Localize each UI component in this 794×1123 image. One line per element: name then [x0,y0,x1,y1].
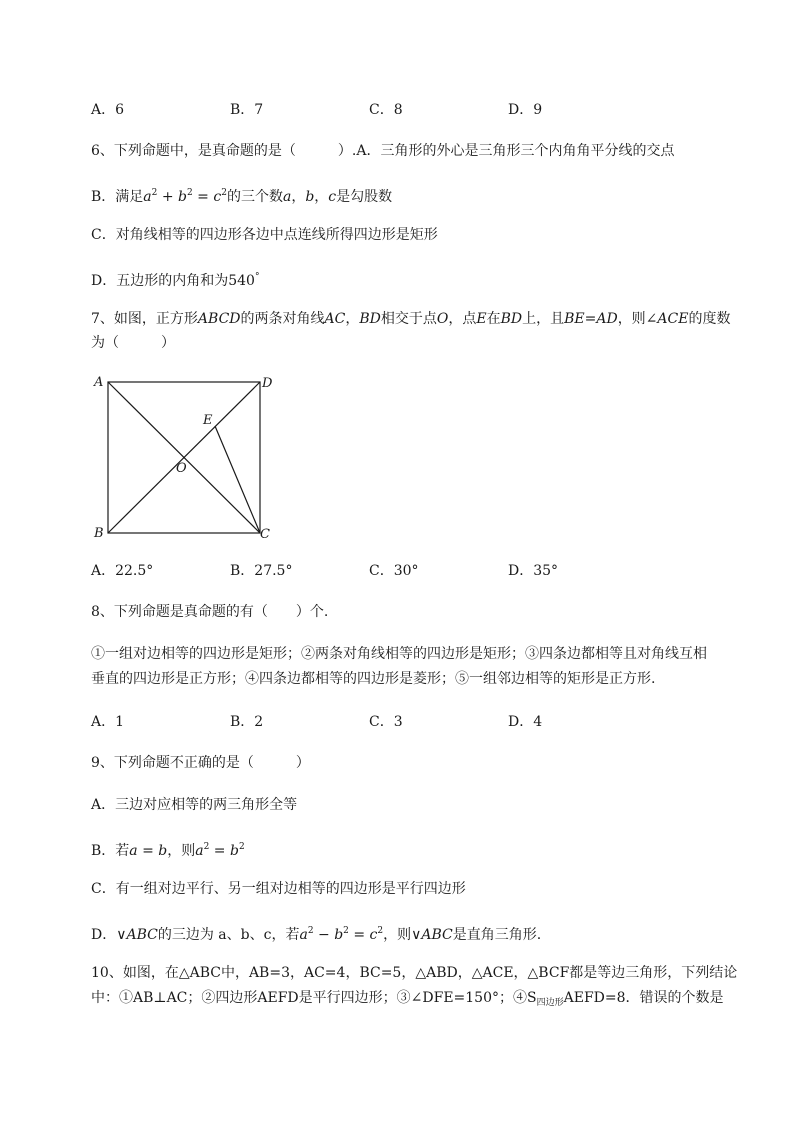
q7-option-d: D．35° [508,563,559,579]
q7-stem-line2: 为（ ） [91,335,175,351]
q10-stem-line1: 10、如图，在△ABC中，AB=3，AC=4，BC=5，△ABD，△ACE，△BCF都是等边三角形，下列结论 [91,965,738,981]
q6-b-prefix: B．满足 [91,189,144,205]
q6-d-value: 540 [228,273,255,289]
formula-var: a [195,843,204,859]
formula-var: b [305,189,315,205]
q6-d-text: D．五边形的内角和为 [91,273,229,289]
formula-exp: 2 [203,842,210,852]
formula-var: a [299,927,308,943]
q9-b-then: ，则 [167,843,196,859]
formula-op: = [192,189,214,205]
label-b: B [94,526,104,541]
formula-exp: 2 [238,842,245,852]
q7-option-c: C．30° [369,563,419,579]
q6-option-d [91,267,259,291]
q8-option-d: D．4 [508,714,543,730]
q7-text: 的两条对角线 [240,311,325,327]
formula-var: b [158,843,168,859]
q7-var: ACE [657,311,689,327]
formula-exp: 2 [343,926,349,936]
q9-option-c: C．有一组对边平行、另一组对边相等的四边形是平行四边形 [91,881,466,897]
formula-var: ABC [421,927,453,943]
formula-var: b [230,843,239,859]
formula-op: = [137,843,159,859]
formula-op: + [157,189,179,205]
formula-var: a [143,189,152,205]
label-c: C [260,527,270,542]
triangle-symbol: ∨ [116,927,127,943]
q7-text: ，点 [448,311,477,327]
q7-stem-line1 [91,309,730,329]
q5-option-d: D．9 [508,102,543,118]
q7-var: E [476,311,487,327]
q6-stem: 6、下列命题中，是真命题的是（ ）.A．三角形的外心是三角形三个内角角平分线的交点 [91,143,675,159]
formula-op: = [348,927,370,943]
formula-var: c [369,927,378,943]
segment-ce [215,426,260,533]
formula-var: a [282,189,292,205]
label-o: O [176,461,187,476]
label-d: D [262,376,273,391]
formula-exp: 2 [221,188,227,198]
q10-subscript: 四边形 [536,998,564,1008]
q5-option-c: C．8 [369,102,403,118]
q9-d-then: ，则 [383,927,412,943]
formula-op: − [313,927,335,943]
formula-exp: 2 [151,188,158,198]
q9-option-a: A．三边对应相等的两三角形全等 [91,797,298,813]
formula-var: a [129,843,138,859]
formula-var: b [178,189,187,205]
q7-var: BE=AD [564,311,618,327]
formula-exp: 2 [377,926,384,936]
q7-var: BD [359,311,381,327]
q5-option-b: B．7 [230,102,264,118]
q10-text: AEFD=8．错误的个数是 [563,990,724,1006]
degree-symbol: ° [254,272,260,282]
q9-option-d [91,921,541,945]
formula-var: ABC [126,927,158,943]
formula-op: = [209,843,230,859]
q7-option-a: A．22.5° [91,563,154,579]
q7-option-b: B．27.5° [230,563,293,579]
separator: ， [291,189,306,205]
q7-var: O [436,311,449,327]
q8-statements-line1: ①一组对边相等的四边形是矩形；②两条对角线相等的四边形是矩形；③四条边都相等且对角线互相 [91,646,707,662]
q6-b-mid: 的三个数 [226,189,283,205]
q6-option-b [91,183,392,207]
q8-option-b: B．2 [230,714,264,730]
separator: ， [314,189,329,205]
q7-var: ABCD [197,311,241,327]
q7-text: 上，且 [522,311,565,327]
q9-b-prefix: B．若 [91,843,130,859]
label-a: A [94,375,104,390]
q9-option-b [91,837,245,861]
q7-var: AC [324,311,346,327]
q6-b-suffix: 是勾股数 [336,189,393,205]
q6-option-c: C．对角线相等的四边形各边中点连线所得四边形是矩形 [91,227,438,243]
q8-option-c: C．3 [369,714,403,730]
q7-text: ， [345,311,360,327]
q10-stem-line2 [91,988,724,1013]
q7-text: ，则∠ [617,311,658,327]
q9-d-text: 是直角三角形. [452,927,542,943]
q7-square-figure [90,370,280,545]
q8-stem: 8、下列命题是真命题的有（ ）个. [91,604,329,620]
q7-text: 7、如图，正方形 [91,311,198,327]
q7-text: 相交于点 [380,311,437,327]
label-e: E [203,413,213,428]
q9-stem: 9、下列命题不正确的是（ ） [91,755,310,771]
formula-exp: 2 [187,188,193,198]
q10-text: 中：①AB⊥AC；②四边形AEFD是平行四边形；③∠DFE=150°；④S [91,990,537,1006]
formula-exp: 2 [307,926,314,936]
q9-d-text: 的三边为 a、b、c，若 [157,927,300,943]
formula-var: c [213,189,222,205]
q8-statements-line2: 垂直的四边形是正方形；④四条边都相等的四边形是菱形；⑤一组邻边相等的矩形是正方形. [91,671,656,687]
q7-var: BD [500,311,523,327]
q9-d-prefix: D． [91,927,117,943]
formula-var: b [334,927,344,943]
q8-option-a: A．1 [91,714,125,730]
triangle-symbol: ∨ [411,927,422,943]
q5-option-a: A．6 [91,102,125,118]
q7-text: 在 [486,311,501,327]
formula-var: c [328,189,337,205]
q7-text: 的度数 [688,311,731,327]
